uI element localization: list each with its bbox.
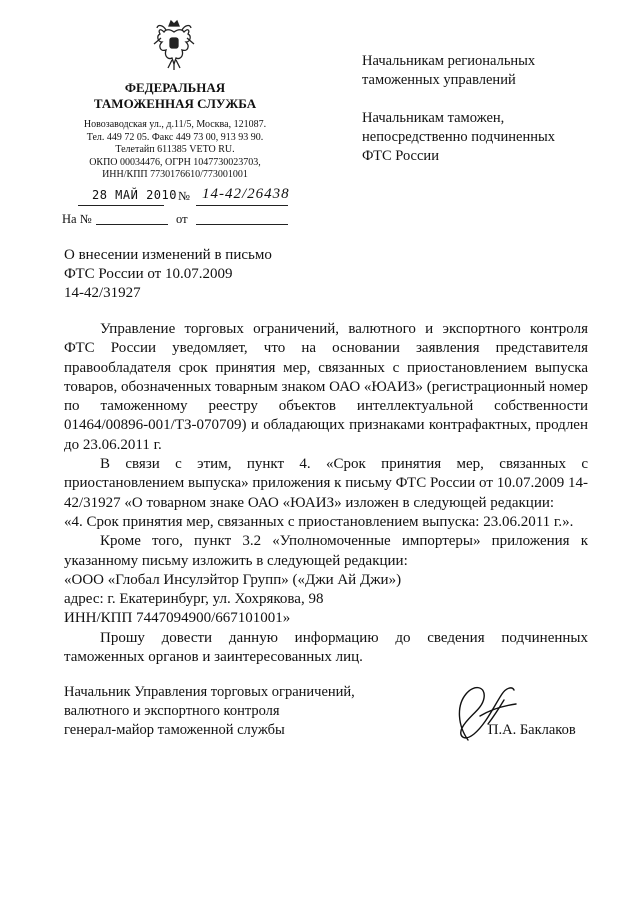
- double-headed-eagle-emblem-icon: [152, 16, 196, 72]
- org-teletype-line: Телетайп 611385 VETO RU.: [115, 144, 235, 155]
- importer-line: «ООО «Глобал Инсулэйтор Групп» («Джи Ай Джи»): [64, 571, 402, 588]
- body-paragraph-4: Прошу довести данную информацию до сведения подчиненных таможенных органов и заинтересованных лиц.: [64, 629, 588, 666]
- body-paragraph-3: Кроме того, пункт 3.2 «Уполномоченные импортеры» приложения к указанному письму изложить в следующей редакции:: [64, 533, 588, 569]
- subject-line: ФТС России от 10.07.2009: [64, 266, 233, 282]
- addressee-line: Начальникам региональных: [362, 53, 536, 69]
- org-address-line: Новозаводская ул., д.11/5, Москва, 121087.: [83, 119, 267, 130]
- org-inn-line: ИНН/КПП 7730176610/773001001: [102, 169, 248, 180]
- subject-line: 14-42/31927: [64, 285, 141, 301]
- importer-line: адрес: г. Екатеринбург, ул. Хохрякова, 98: [64, 591, 324, 608]
- letter-body: [64, 320, 588, 667]
- addressee-line: ФТС России: [362, 148, 439, 164]
- ref-date-blank: [196, 210, 288, 225]
- ref-number-label: На №: [62, 212, 92, 226]
- signature-title-line: валютного и экспортного контроля: [64, 703, 280, 719]
- subject-line: О внесении изменений в письмо: [64, 247, 272, 263]
- ref-number-blank: [96, 210, 168, 225]
- registration-number: 14-42/26438: [202, 186, 290, 202]
- signer-name: П.А. Баклаков: [488, 722, 576, 738]
- org-name-line2: ТАМОЖЕННАЯ СЛУЖБА: [93, 96, 257, 111]
- addressee-line: непосредственно подчиненных: [362, 129, 555, 145]
- registration-date: 28 МАЙ 2010: [92, 188, 177, 202]
- signature-title: [64, 683, 404, 740]
- org-name-line1: ФЕДЕРАЛЬНАЯ: [124, 80, 226, 95]
- body-quote: «4. Срок принятия мер, связанных с приостановлением выпуска: 23.06.2011 г.».: [64, 513, 574, 530]
- body-paragraph-2: В связи с этим, пункт 4. «Срок принятия мер, связанных с приостановлением выпуска» приложения к письму ФТС России от 10.07.2009 14-42/31927 «О товарном знаке ОАО «ЮАИЗ» изложен в следующей редакции:: [64, 456, 588, 511]
- signature-title-line: Начальник Управления торговых ограничений,: [64, 684, 355, 700]
- org-okpo-line: ОКПО 00034476, ОГРН 1047730023703,: [89, 156, 261, 168]
- signature-title-line: генерал-майор таможенной службы: [64, 722, 285, 738]
- addressee-line: Начальникам таможен,: [362, 110, 505, 126]
- ref-date-label: от: [176, 212, 188, 226]
- addressee-line: таможенных управлений: [362, 72, 516, 88]
- registration-number-label: №: [178, 189, 190, 203]
- importer-line: ИНН/КПП 7447094900/667101001»: [64, 610, 291, 627]
- body-paragraph-1: Управление торговых ограничений, валютного и экспортного контроля ФТС России уведомляет, что на основании заявления представителя правообладателя срок принятия мер, связанных с приостановлением выпуска товаров, обозначенных товарным знаком ОАО «ЮАИЗ» (регистрационный номер по таможенному реестру объектов интеллектуальной собственности 01464/00896-001/ТЗ-070709) и обладающих признаками контрафактных, продлен до 23.06.2011 г.: [64, 321, 588, 453]
- org-phone-line: Тел. 449 72 05. Факс 449 73 00, 913 93 90.: [86, 131, 264, 143]
- reference-line: [62, 210, 292, 230]
- registration-line: [62, 186, 292, 210]
